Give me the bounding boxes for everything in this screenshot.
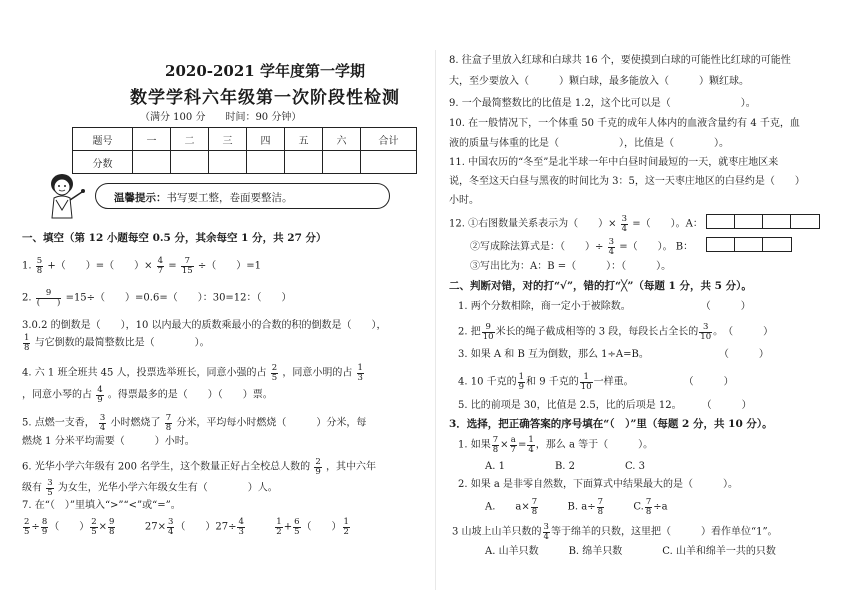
question-11-line2: 说，冬至这天白昼与黑夜的时间比为 3：5，这一天枣庄地区的白昼约是（ ） — [449, 176, 805, 187]
q-text: ，那么 a 等于（ ）。 — [535, 439, 654, 451]
score-table-header-row — [73, 128, 417, 151]
fraction: $\frac{3}{4}$ — [543, 522, 549, 542]
fraction: $\frac{1}{4}$ — [528, 435, 534, 455]
score-cell: 五 — [285, 128, 323, 151]
judge-5: 5. 比的前项是 30，比值是 2.5，比的后项是 12。 （ ） — [458, 400, 752, 411]
fraction: $\frac{1}{2}$ — [276, 517, 282, 537]
question-3-line2 — [22, 334, 210, 352]
question-5-line2: 燃烧 1 分米平均需要（ ）小时。 — [22, 436, 195, 447]
fraction: $\frac{7}{8}$ — [645, 497, 652, 517]
q-text: （ ）27÷ — [175, 521, 237, 533]
exam-meta: （满分 100 分 时间：90 分钟） — [140, 112, 302, 123]
choice-1 — [458, 436, 653, 454]
question-6-line2 — [22, 479, 278, 497]
segment-diagram-a — [706, 214, 820, 229]
q-text: = — [168, 260, 177, 272]
q-text: ，其中六年 — [325, 461, 376, 473]
q-text: ②写成除法算式是：（ ）÷ — [470, 241, 604, 253]
question-4-line2 — [22, 386, 273, 404]
q-text: 米长的绳子截成相等的 3 段，每段长占全长的 — [495, 326, 699, 338]
fraction: $\frac{4}{7}$ — [157, 256, 164, 276]
q-text: 12. ①右图数量关系表示为（ ）× — [449, 218, 617, 230]
q-text: A. a× — [485, 501, 530, 513]
fraction: $\frac{6}{5}$ — [294, 517, 300, 537]
fraction: $\frac{4}{3}$ — [238, 517, 244, 537]
segment-diagram-b — [706, 237, 792, 252]
tip-text: 书写要工整，卷面要整洁。 — [166, 192, 293, 204]
judge-3: 3. 如果 A 和 B 互为倒数，那么 1÷A=B。 （ ） — [458, 349, 769, 360]
score-cell: 题号 — [73, 128, 133, 151]
q-text: ，同意小明的占 — [282, 367, 353, 379]
fraction: $\frac{5}{8}$ — [36, 256, 43, 276]
q-text: 2. 把 — [458, 326, 481, 338]
question-1 — [22, 257, 261, 275]
q-text: ÷a — [653, 501, 668, 513]
q-text: × — [500, 439, 509, 451]
q-text: 和 9 千克的 — [526, 376, 579, 388]
q-text: （ ） — [49, 521, 90, 533]
q-text: 4. 10 千克的 — [458, 376, 517, 388]
fraction: $\frac{7}{8}$ — [492, 435, 499, 455]
q-text: 27× — [144, 521, 166, 533]
fraction: $\frac{2}{5}$ — [271, 363, 278, 383]
q-text: 分米，平均每小时燃烧（ ）分米，每 — [176, 417, 367, 429]
exam-title-subject: 数学学科六年级第一次阶段性检测 — [130, 88, 400, 108]
score-cell: 六 — [323, 128, 361, 151]
q-number: 2. — [22, 292, 32, 304]
score-input-cell[interactable] — [247, 151, 285, 174]
score-input-cell[interactable] — [171, 151, 209, 174]
q-text: 为女生，光华小学六年级女生有（ ）人。 — [57, 482, 278, 494]
fraction: $\frac{3}{5}$ — [47, 478, 53, 498]
section-3-heading: 3．选择，把正确答案的序号填在“（ ）”里（每题 2 分，共 10 分）。 — [449, 418, 773, 430]
question-12-line1 — [449, 215, 703, 233]
score-input-cell[interactable] — [209, 151, 247, 174]
question-3-line1: 3.0.2 的倒数是（ ），10 以内最大的质数乘最小的合数的积的倒数是（ ）， — [22, 320, 387, 331]
q-text: 。 （ ） — [713, 326, 774, 338]
question-7-expressions: $\frac{2}{5}$ ÷ $\frac{8}{9}$ （ ） $\frac{2}{5}$ × $\frac{9}{8}$ 27× $\frac{3}{4}$ （ ）27÷ $\frac{4}{3}$ $\frac{1}{2}$ + $\frac{6}{5}$ （ ） $\frac{1}{2}$ — [24, 517, 349, 537]
question-12-line2 — [470, 238, 693, 256]
fraction: $\frac{1}{10}$ — [580, 372, 592, 392]
q-text: B. a÷ — [567, 501, 596, 513]
fraction: $\frac{1}{9}$ — [518, 372, 525, 392]
fraction: $\frac{8}{9}$ — [41, 517, 48, 537]
q-text: （ ） — [301, 521, 342, 533]
score-cell: 一 — [133, 128, 171, 151]
fraction: $\frac{a}{7}$ — [510, 435, 516, 455]
teacher-illustration-icon — [38, 170, 90, 220]
page-divider — [435, 50, 436, 590]
question-9: 9. 一个最简整数比的比值是 1.2，这个比可以是（ ）。 — [449, 98, 756, 109]
q-text: 4. 六 1 班全班共 45 人，投票选举班长，同意小强的占 — [22, 367, 267, 379]
score-input-cell[interactable] — [361, 151, 417, 174]
fraction: $\frac{9}{8}$ — [109, 517, 115, 537]
q-text: = — [517, 439, 527, 451]
score-cell: 四 — [247, 128, 285, 151]
exam-title-year: 2020-2021 学年度第一学期 — [165, 62, 365, 80]
section-1-heading: 一、填空（第 12 小题每空 0.5 分，其余每空 1 分，共 27 分） — [22, 232, 327, 244]
q-text: 等于绵羊的只数，这里把（ ）看作单位“1”。 — [550, 526, 778, 538]
question-7-line1: 7. 在“（ ）”里填入“>”“<”或“=”。 — [22, 500, 181, 511]
question-8-line2: 大，至少要放入（ ）颗白球，最多能放入（ ）颗红球。 — [449, 76, 749, 87]
fraction: $\frac{2}{5}$ — [91, 517, 97, 537]
q-text: ，同意小琴的占 — [22, 389, 92, 401]
score-cell: 三 — [209, 128, 247, 151]
score-table-score-row — [73, 151, 417, 174]
score-input-cell[interactable] — [133, 151, 171, 174]
question-12-line3: ③写出比为：A：B =（ ）：（ ）。 — [470, 261, 672, 272]
question-2 — [22, 289, 292, 307]
fraction: $\frac{2}{9}$ — [315, 457, 321, 477]
fraction: $\frac{7}{8}$ — [165, 413, 172, 433]
score-cell: 合计 — [361, 128, 417, 151]
fraction: $\frac{1}{2}$ — [343, 517, 349, 537]
question-5-line1 — [22, 414, 366, 432]
q-text: =15÷（ ）=0.6=（ ）：30=12：（ ） — [65, 292, 292, 304]
choice-3 — [452, 523, 778, 541]
score-table — [72, 127, 417, 174]
fraction: $\frac{3}{4}$ — [167, 517, 174, 537]
judge-4 — [458, 373, 734, 391]
judge-1: 1. 两个分数相除，商一定小于被除数。 （ ） — [458, 301, 751, 312]
q-text: 6. 光华小学六年级有 200 名学生，这个数量正好占全校总人数的 — [22, 461, 311, 473]
q-text: 3 山坡上山羊只数的 — [452, 526, 542, 538]
q-text: 小时燃烧了 — [110, 417, 161, 429]
q-text: 一样重。 （ ） — [593, 376, 734, 388]
fraction: $\frac{2}{5}$ — [24, 517, 30, 537]
question-11-line3: 小时。 — [449, 195, 479, 206]
judge-2 — [458, 323, 773, 341]
q-number: 1. — [22, 260, 32, 272]
score-cell: 分数 — [73, 151, 133, 174]
question-11-line1: 11. 中国农历的“冬至”是北半球一年中白昼时间最短的一天，就枣庄地区来 — [449, 157, 779, 168]
fraction: $\frac{9}{( )}$ — [36, 288, 61, 308]
fraction: $\frac{1}{3}$ — [357, 363, 363, 383]
fraction: $\frac{4}{9}$ — [97, 385, 103, 405]
fraction: $\frac{9}{10}$ — [482, 322, 494, 342]
choice-3-options: A. 山羊只数 B. 绵羊只数 C. 山羊和绵羊一共的只数 — [485, 546, 776, 557]
choice-2: 2. 如果 a 是非零自然数，下面算式中结果最大的是（ ）。 — [458, 479, 739, 490]
choice-1-options: A. 1 B. 2 C. 3 — [485, 461, 646, 472]
q-text: +（ ）=（ ）× — [47, 260, 153, 272]
choice-2-options — [485, 498, 668, 516]
fraction: $\frac{1}{8}$ — [24, 333, 30, 353]
question-10-line2: 液的质量与体重的比是（ ），比值是（ ）。 — [449, 138, 729, 149]
fraction: $\frac{3}{10}$ — [700, 322, 712, 342]
q-text: 5. 点燃一支香， — [22, 417, 95, 429]
q-text: 与它倒数的最简整数比是（ ）。 — [34, 337, 210, 349]
question-10-line1: 10. 在一般情况下，一个体重 50 千克的成年人体内的血液含量约有 4 千克，血 — [449, 118, 800, 129]
fraction: $\frac{3}{4}$ — [99, 413, 106, 433]
question-6-line1 — [22, 458, 376, 476]
q-text: 1. 如果 — [458, 439, 491, 451]
q-text: 级有 — [22, 482, 42, 494]
q-text: 。得票最多的是（ ）（ ）票。 — [107, 389, 273, 401]
fraction: $\frac{7}{15}$ — [181, 256, 193, 276]
section-2-heading: 二、判断对错，对的打“√”，错的打“╳”（每题 1 分，共 5 分）。 — [449, 280, 752, 292]
fraction: $\frac{3}{4}$ — [608, 237, 614, 257]
q-text: =（ ）。A： — [632, 218, 703, 230]
q-text: ÷（ ）=1 — [197, 260, 261, 272]
score-cell: 二 — [171, 128, 209, 151]
q-text: + — [283, 521, 293, 533]
tip-label: 温馨提示： — [114, 192, 167, 204]
fraction: $\frac{7}{8}$ — [597, 497, 604, 517]
score-input-cell[interactable] — [323, 151, 361, 174]
question-4-line1 — [22, 364, 365, 382]
question-8-line1: 8. 往盒子里放入红球和白球共 16 个，要使摸到白球的可能性比红球的可能性 — [449, 55, 791, 66]
fraction: $\frac{3}{4}$ — [621, 214, 628, 234]
fraction: $\frac{7}{8}$ — [531, 497, 538, 517]
tip-banner — [95, 183, 390, 209]
q-text: =（ ）。 B： — [619, 241, 694, 253]
score-input-cell[interactable] — [285, 151, 323, 174]
q-text: C. — [633, 501, 644, 513]
